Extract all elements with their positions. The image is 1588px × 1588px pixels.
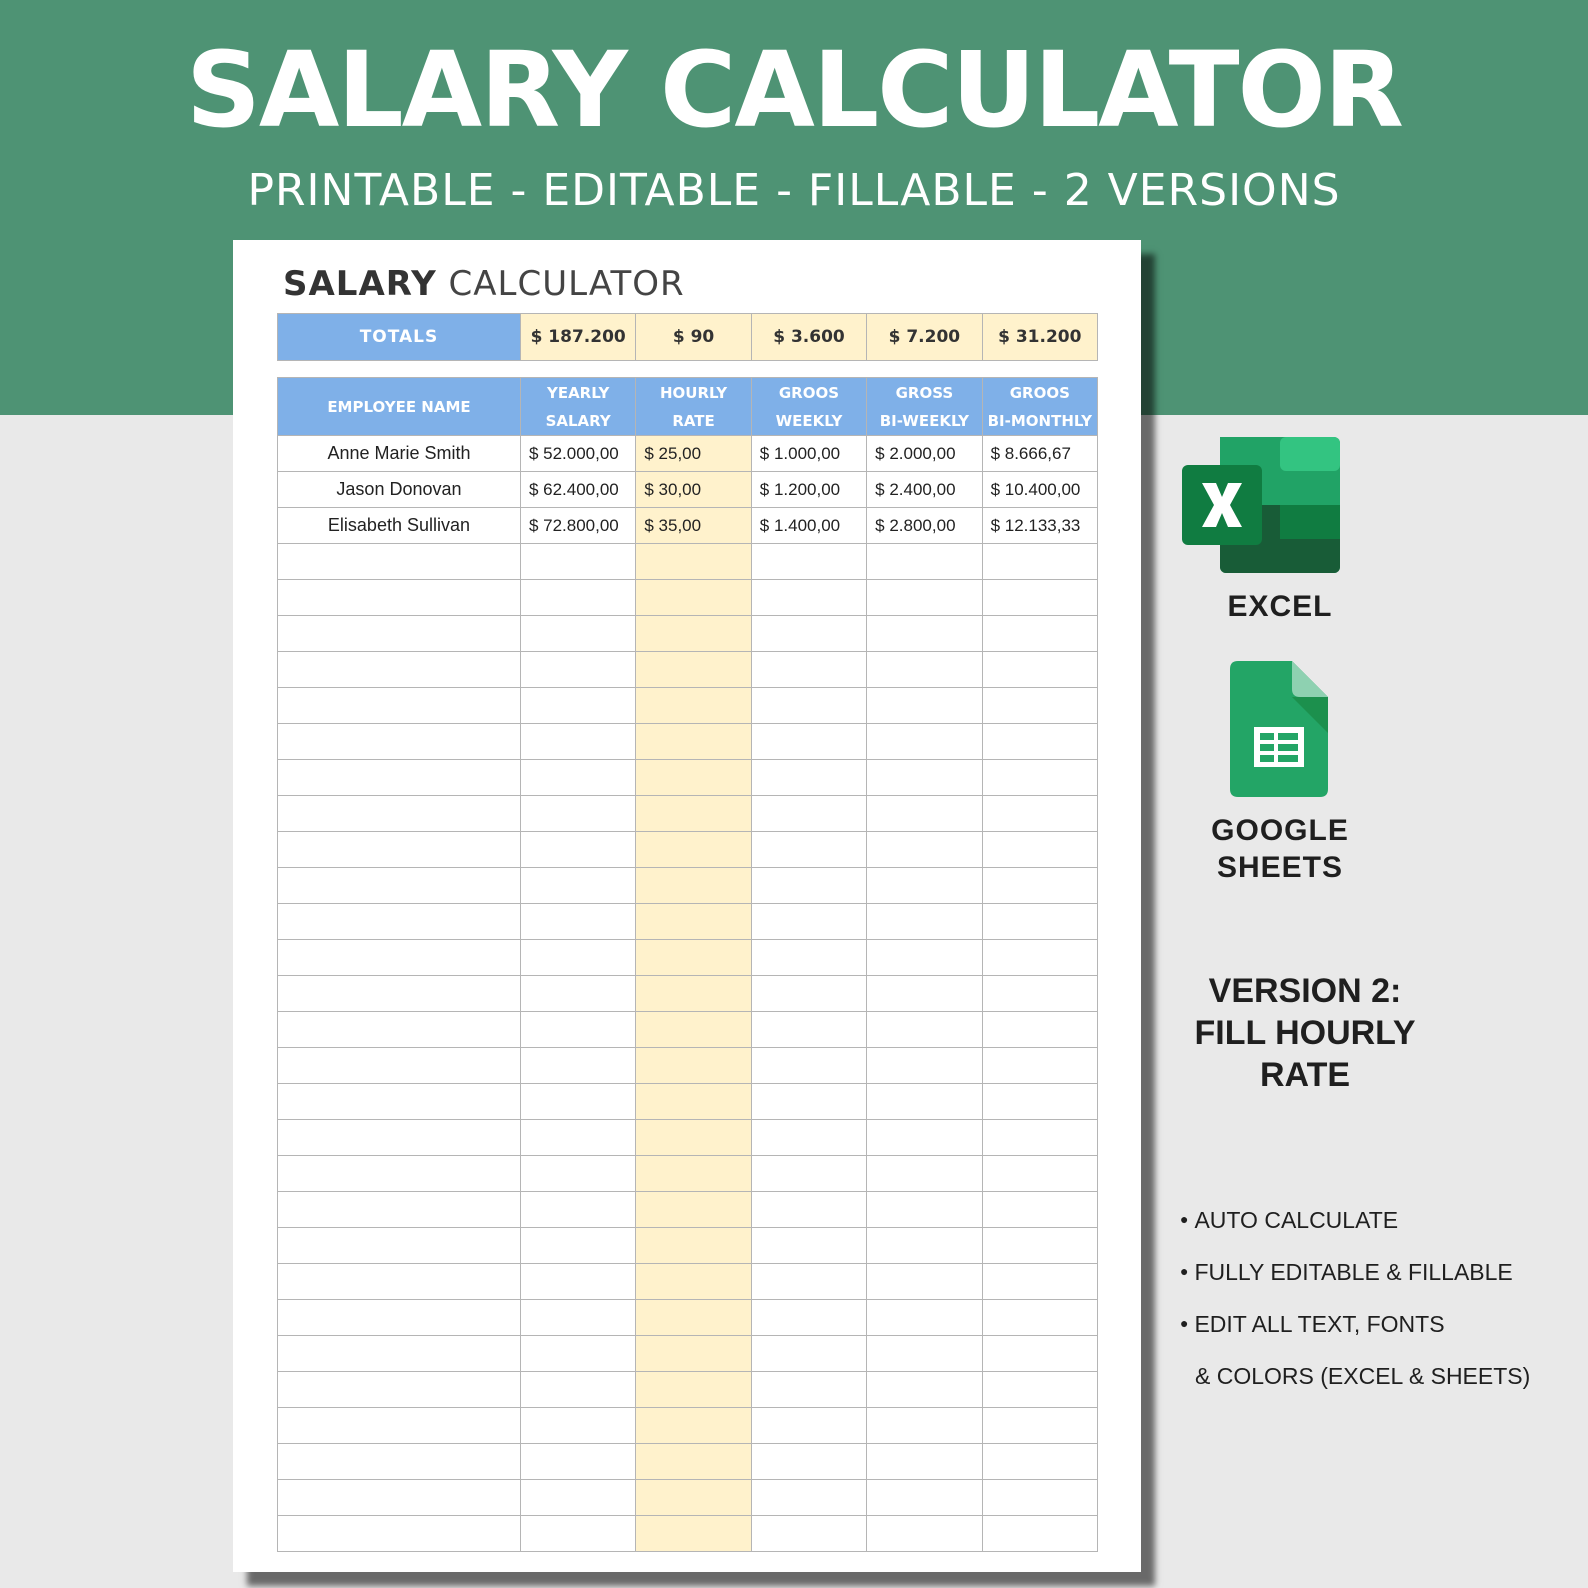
totals-label: TOTALS xyxy=(278,314,521,361)
gross-bimonthly-cell[interactable] xyxy=(982,976,1097,1012)
gross-biweekly-cell[interactable] xyxy=(867,1336,982,1372)
yearly-salary-cell[interactable] xyxy=(520,1192,635,1228)
yearly-salary-cell[interactable]: $ 52.000,00 xyxy=(520,436,635,472)
gross-biweekly-cell[interactable] xyxy=(867,1192,982,1228)
gross-weekly-cell[interactable] xyxy=(751,1444,866,1480)
employee-name-cell[interactable] xyxy=(278,1336,521,1372)
gross-biweekly-cell[interactable] xyxy=(867,1048,982,1084)
bullet-icon: ● xyxy=(1180,1211,1189,1227)
employee-name-cell[interactable] xyxy=(278,1048,521,1084)
yearly-salary-cell[interactable] xyxy=(520,796,635,832)
gross-weekly-cell[interactable] xyxy=(751,1264,866,1300)
table-row-empty xyxy=(278,1228,1098,1264)
gross-weekly-cell[interactable] xyxy=(751,796,866,832)
header-gross-biweekly: GROSS BI-WEEKLY xyxy=(867,378,982,436)
gross-biweekly-cell[interactable] xyxy=(867,940,982,976)
gross-bimonthly-cell[interactable] xyxy=(982,940,1097,976)
employee-name-cell[interactable] xyxy=(278,832,521,868)
gross-weekly-cell[interactable] xyxy=(751,1012,866,1048)
yearly-salary-cell[interactable] xyxy=(520,1408,635,1444)
hourly-rate-cell[interactable] xyxy=(636,1264,751,1300)
gross-biweekly-cell[interactable] xyxy=(867,832,982,868)
table-row-empty xyxy=(278,616,1098,652)
spreadsheet-page xyxy=(233,240,1141,1572)
yearly-salary-cell[interactable] xyxy=(520,1480,635,1516)
gross-weekly-cell[interactable] xyxy=(751,724,866,760)
version-line-2: FILL HOURLY xyxy=(1194,1014,1416,1052)
feature-item: ● EDIT ALL TEXT, FONTS xyxy=(1180,1311,1445,1337)
hourly-rate-cell[interactable] xyxy=(636,1192,751,1228)
yearly-salary-cell[interactable] xyxy=(520,904,635,940)
hourly-rate-cell[interactable] xyxy=(636,976,751,1012)
hourly-rate-cell[interactable] xyxy=(636,616,751,652)
table-row-empty xyxy=(278,688,1098,724)
employee-name-cell[interactable] xyxy=(278,724,521,760)
yearly-salary-cell[interactable] xyxy=(520,868,635,904)
header-gross-weekly: GROOS WEEKLY xyxy=(751,378,866,436)
table-row-empty xyxy=(278,1264,1098,1300)
gross-bimonthly-cell[interactable] xyxy=(982,1408,1097,1444)
table-row-empty xyxy=(278,868,1098,904)
gross-biweekly-cell[interactable] xyxy=(867,1408,982,1444)
gross-weekly-cell[interactable] xyxy=(751,1192,866,1228)
gross-biweekly-cell[interactable] xyxy=(867,1084,982,1120)
total-hourly-rate[interactable]: $ 90 xyxy=(636,314,751,361)
excel-label: EXCEL xyxy=(1227,590,1333,623)
gross-bimonthly-cell[interactable] xyxy=(982,904,1097,940)
gross-biweekly-cell[interactable] xyxy=(867,1012,982,1048)
employee-name-cell[interactable] xyxy=(278,580,521,616)
hourly-rate-cell[interactable] xyxy=(636,940,751,976)
gross-bimonthly-cell[interactable] xyxy=(982,724,1097,760)
feature-item: ● FULLY EDITABLE & FILLABLE xyxy=(1180,1259,1513,1285)
version-line-1: VERSION 2: xyxy=(1208,972,1402,1010)
feature-list xyxy=(1180,1205,1580,1413)
table-row-empty xyxy=(278,1084,1098,1120)
table-row-empty xyxy=(278,1336,1098,1372)
gross-bimonthly-cell[interactable] xyxy=(982,580,1097,616)
google-sheets-label-line1: GOOGLE xyxy=(1211,814,1349,847)
hourly-rate-cell[interactable] xyxy=(636,796,751,832)
table-row-empty xyxy=(278,1444,1098,1480)
table-row-empty xyxy=(278,1012,1098,1048)
hourly-rate-cell[interactable] xyxy=(636,1516,751,1552)
gross-weekly-cell[interactable] xyxy=(751,652,866,688)
bullet-icon: ● xyxy=(1180,1263,1189,1279)
employee-name-cell[interactable] xyxy=(278,1264,521,1300)
gross-biweekly-cell[interactable] xyxy=(867,1372,982,1408)
table-row-empty xyxy=(278,796,1098,832)
total-yearly-salary[interactable]: $ 187.200 xyxy=(520,314,635,361)
employee-name-cell[interactable] xyxy=(278,868,521,904)
table-row-empty xyxy=(278,1156,1098,1192)
employee-name-cell[interactable] xyxy=(278,904,521,940)
hourly-rate-cell[interactable] xyxy=(636,1336,751,1372)
employee-name-cell[interactable] xyxy=(278,976,521,1012)
header-gross-bimonthly: GROOS BI-MONTHLY xyxy=(982,378,1097,436)
yearly-salary-cell[interactable] xyxy=(520,652,635,688)
table-row-empty xyxy=(278,1120,1098,1156)
gross-weekly-cell[interactable]: $ 1.000,00 xyxy=(751,436,866,472)
total-gross-weekly[interactable]: $ 3.600 xyxy=(751,314,866,361)
gross-weekly-cell[interactable] xyxy=(751,580,866,616)
table-row-empty xyxy=(278,1408,1098,1444)
gross-biweekly-cell[interactable] xyxy=(867,868,982,904)
gross-bimonthly-cell[interactable] xyxy=(982,1048,1097,1084)
gross-bimonthly-cell[interactable] xyxy=(982,796,1097,832)
hourly-rate-cell[interactable] xyxy=(636,760,751,796)
employee-name-cell[interactable] xyxy=(278,652,521,688)
table-row-empty xyxy=(278,1048,1098,1084)
table-row-empty xyxy=(278,580,1098,616)
gross-weekly-cell[interactable] xyxy=(751,616,866,652)
yearly-salary-cell[interactable] xyxy=(520,1228,635,1264)
gross-biweekly-cell[interactable] xyxy=(867,1300,982,1336)
gross-biweekly-cell[interactable] xyxy=(867,688,982,724)
gross-bimonthly-cell[interactable] xyxy=(982,1516,1097,1552)
gross-bimonthly-cell[interactable] xyxy=(982,688,1097,724)
header-yearly-salary: YEARLY SALARY xyxy=(520,378,635,436)
employee-name-cell[interactable] xyxy=(278,688,521,724)
hourly-rate-cell[interactable] xyxy=(636,1372,751,1408)
employee-name-cell[interactable]: Elisabeth Sullivan xyxy=(278,508,521,544)
yearly-salary-cell[interactable] xyxy=(520,1084,635,1120)
feature-item-continued: & COLORS (EXCEL & SHEETS) xyxy=(1195,1363,1531,1389)
google-sheets-icon xyxy=(1230,661,1328,797)
gross-weekly-cell[interactable] xyxy=(751,760,866,796)
sheet-title-bold: SALARY xyxy=(283,264,437,304)
yearly-salary-cell[interactable]: $ 72.800,00 xyxy=(520,508,635,544)
gross-weekly-cell[interactable] xyxy=(751,1048,866,1084)
table-row xyxy=(278,508,1098,544)
gross-bimonthly-cell[interactable] xyxy=(982,1372,1097,1408)
hourly-rate-cell[interactable] xyxy=(636,832,751,868)
gross-bimonthly-cell[interactable] xyxy=(982,1480,1097,1516)
gross-bimonthly-cell[interactable]: $ 8.666,67 xyxy=(982,436,1097,472)
hourly-rate-cell[interactable] xyxy=(636,688,751,724)
hourly-rate-cell[interactable] xyxy=(636,1228,751,1264)
subtitle: PRINTABLE - EDITABLE - FILLABLE - 2 VERSIONS xyxy=(247,165,1341,216)
gross-weekly-cell[interactable]: $ 1.200,00 xyxy=(751,472,866,508)
yearly-salary-cell[interactable] xyxy=(520,940,635,976)
yearly-salary-cell[interactable] xyxy=(520,760,635,796)
main-title: SALARY CALCULATOR xyxy=(185,29,1403,151)
employee-name-cell[interactable] xyxy=(278,1444,521,1480)
yearly-salary-cell[interactable] xyxy=(520,724,635,760)
yearly-salary-cell[interactable] xyxy=(520,1300,635,1336)
gross-weekly-cell[interactable] xyxy=(751,1084,866,1120)
totals-row xyxy=(278,314,1098,361)
table-row-empty xyxy=(278,904,1098,940)
gross-bimonthly-cell[interactable] xyxy=(982,832,1097,868)
employee-name-cell[interactable] xyxy=(278,1228,521,1264)
sheet-title-light: CALCULATOR xyxy=(448,264,685,304)
yearly-salary-cell[interactable] xyxy=(520,1156,635,1192)
gross-biweekly-cell[interactable] xyxy=(867,724,982,760)
table-row-empty xyxy=(278,1372,1098,1408)
table-row-empty xyxy=(278,1300,1098,1336)
employee-name-cell[interactable] xyxy=(278,1120,521,1156)
totals-table xyxy=(277,313,1098,361)
hourly-rate-cell[interactable] xyxy=(636,1300,751,1336)
yearly-salary-cell[interactable] xyxy=(520,1336,635,1372)
employee-name-cell[interactable] xyxy=(278,1084,521,1120)
header-employee-name: EMPLOYEE NAME xyxy=(278,378,521,436)
gross-bimonthly-cell[interactable] xyxy=(982,1192,1097,1228)
hourly-rate-cell[interactable] xyxy=(636,1012,751,1048)
yearly-salary-cell[interactable] xyxy=(520,1444,635,1480)
gross-bimonthly-cell[interactable] xyxy=(982,544,1097,580)
google-sheets-label-line2: SHEETS xyxy=(1216,851,1344,884)
employee-name-cell[interactable] xyxy=(278,796,521,832)
table-row-empty xyxy=(278,544,1098,580)
gross-bimonthly-cell[interactable] xyxy=(982,1444,1097,1480)
gross-biweekly-cell[interactable]: $ 2.400,00 xyxy=(867,472,982,508)
yearly-salary-cell[interactable]: $ 62.400,00 xyxy=(520,472,635,508)
gross-bimonthly-cell[interactable] xyxy=(982,1012,1097,1048)
gross-biweekly-cell[interactable] xyxy=(867,1156,982,1192)
gross-weekly-cell[interactable] xyxy=(751,544,866,580)
yearly-salary-cell[interactable] xyxy=(520,616,635,652)
table-row-empty xyxy=(278,724,1098,760)
gross-weekly-cell[interactable] xyxy=(751,1156,866,1192)
employee-name-cell[interactable] xyxy=(278,1516,521,1552)
gross-weekly-cell[interactable] xyxy=(751,1408,866,1444)
yearly-salary-cell[interactable] xyxy=(520,1372,635,1408)
hourly-rate-cell[interactable] xyxy=(636,1084,751,1120)
bullet-icon: ● xyxy=(1180,1315,1189,1331)
gross-biweekly-cell[interactable] xyxy=(867,1444,982,1480)
employee-name-cell[interactable] xyxy=(278,1192,521,1228)
header-hourly-rate: HOURLY RATE xyxy=(636,378,751,436)
gross-bimonthly-cell[interactable]: $ 12.133,33 xyxy=(982,508,1097,544)
employee-name-cell[interactable] xyxy=(278,1156,521,1192)
gross-weekly-cell[interactable] xyxy=(751,1336,866,1372)
table-row xyxy=(278,436,1098,472)
employee-name-cell[interactable] xyxy=(278,1012,521,1048)
hourly-rate-cell[interactable] xyxy=(636,580,751,616)
gross-biweekly-cell[interactable] xyxy=(867,1120,982,1156)
gross-biweekly-cell[interactable]: $ 2.800,00 xyxy=(867,508,982,544)
hourly-rate-cell[interactable] xyxy=(636,724,751,760)
gross-weekly-cell[interactable] xyxy=(751,1300,866,1336)
employee-name-cell[interactable] xyxy=(278,1300,521,1336)
gross-biweekly-cell[interactable] xyxy=(867,652,982,688)
gross-weekly-cell[interactable] xyxy=(751,976,866,1012)
table-row-empty xyxy=(278,940,1098,976)
gross-bimonthly-cell[interactable] xyxy=(982,1084,1097,1120)
gross-weekly-cell[interactable] xyxy=(751,688,866,724)
hourly-rate-cell[interactable] xyxy=(636,1444,751,1480)
hourly-rate-cell[interactable] xyxy=(636,868,751,904)
hourly-rate-cell[interactable]: $ 25,00 xyxy=(636,436,751,472)
yearly-salary-cell[interactable] xyxy=(520,544,635,580)
employee-name-cell[interactable] xyxy=(278,1408,521,1444)
hourly-rate-cell[interactable]: $ 35,00 xyxy=(636,508,751,544)
version-line-3: RATE xyxy=(1259,1056,1351,1094)
hourly-rate-cell[interactable] xyxy=(636,544,751,580)
yearly-salary-cell[interactable] xyxy=(520,1264,635,1300)
hourly-rate-cell[interactable] xyxy=(636,1120,751,1156)
gross-weekly-cell[interactable] xyxy=(751,904,866,940)
table-row-empty xyxy=(278,760,1098,796)
gross-weekly-cell[interactable] xyxy=(751,1120,866,1156)
gross-bimonthly-cell[interactable] xyxy=(982,1120,1097,1156)
gross-biweekly-cell[interactable] xyxy=(867,904,982,940)
gross-bimonthly-cell[interactable] xyxy=(982,1336,1097,1372)
total-gross-biweekly[interactable]: $ 7.200 xyxy=(867,314,982,361)
gross-weekly-cell[interactable] xyxy=(751,1228,866,1264)
hourly-rate-cell[interactable] xyxy=(636,1480,751,1516)
table-row-empty xyxy=(278,1516,1098,1552)
table-row-empty xyxy=(278,1480,1098,1516)
gross-weekly-cell[interactable] xyxy=(751,832,866,868)
gross-bimonthly-cell[interactable]: $ 10.400,00 xyxy=(982,472,1097,508)
hourly-rate-cell[interactable] xyxy=(636,1156,751,1192)
gross-bimonthly-cell[interactable] xyxy=(982,1156,1097,1192)
employee-name-cell[interactable] xyxy=(278,544,521,580)
table-row-empty xyxy=(278,976,1098,1012)
employee-name-cell[interactable] xyxy=(278,940,521,976)
employee-name-cell[interactable] xyxy=(278,616,521,652)
yearly-salary-cell[interactable] xyxy=(520,688,635,724)
gross-bimonthly-cell[interactable] xyxy=(982,652,1097,688)
table-row-empty xyxy=(278,1192,1098,1228)
yearly-salary-cell[interactable] xyxy=(520,832,635,868)
gross-bimonthly-cell[interactable] xyxy=(982,1300,1097,1336)
employee-name-cell[interactable] xyxy=(278,1480,521,1516)
feature-item: ● AUTO CALCULATE xyxy=(1180,1207,1399,1233)
gross-biweekly-cell[interactable] xyxy=(867,1480,982,1516)
gross-biweekly-cell[interactable] xyxy=(867,760,982,796)
gross-weekly-cell[interactable] xyxy=(751,868,866,904)
gross-biweekly-cell[interactable] xyxy=(867,1228,982,1264)
gross-weekly-cell[interactable] xyxy=(751,1480,866,1516)
gross-bimonthly-cell[interactable] xyxy=(982,616,1097,652)
gross-biweekly-cell[interactable] xyxy=(867,976,982,1012)
yearly-salary-cell[interactable] xyxy=(520,1516,635,1552)
yearly-salary-cell[interactable] xyxy=(520,1048,635,1084)
gross-biweekly-cell[interactable] xyxy=(867,580,982,616)
gross-weekly-cell[interactable]: $ 1.400,00 xyxy=(751,508,866,544)
yearly-salary-cell[interactable] xyxy=(520,1012,635,1048)
employee-name-cell[interactable]: Jason Donovan xyxy=(278,472,521,508)
google-sheets-label xyxy=(1180,812,1380,886)
table-row-empty xyxy=(278,832,1098,868)
gross-biweekly-cell[interactable] xyxy=(867,796,982,832)
employee-name-cell[interactable] xyxy=(278,1372,521,1408)
employee-name-cell[interactable]: Anne Marie Smith xyxy=(278,436,521,472)
gross-biweekly-cell[interactable]: $ 2.000,00 xyxy=(867,436,982,472)
version-note xyxy=(1160,970,1450,1096)
yearly-salary-cell[interactable] xyxy=(520,976,635,1012)
hourly-rate-cell[interactable] xyxy=(636,1048,751,1084)
header-row xyxy=(278,378,1098,436)
table-row-empty xyxy=(278,652,1098,688)
gross-weekly-cell[interactable] xyxy=(751,940,866,976)
gross-biweekly-cell[interactable] xyxy=(867,616,982,652)
hourly-rate-cell[interactable] xyxy=(636,1408,751,1444)
gross-bimonthly-cell[interactable] xyxy=(982,1264,1097,1300)
hourly-rate-cell[interactable] xyxy=(636,904,751,940)
gross-bimonthly-cell[interactable] xyxy=(982,1228,1097,1264)
gross-biweekly-cell[interactable] xyxy=(867,1516,982,1552)
gross-weekly-cell[interactable] xyxy=(751,1516,866,1552)
hourly-rate-cell[interactable]: $ 30,00 xyxy=(636,472,751,508)
yearly-salary-cell[interactable] xyxy=(520,1120,635,1156)
sheet-title xyxy=(283,262,685,306)
total-gross-bimonthly[interactable]: $ 31.200 xyxy=(982,314,1097,361)
gross-bimonthly-cell[interactable] xyxy=(982,868,1097,904)
gross-bimonthly-cell[interactable] xyxy=(982,760,1097,796)
employee-name-cell[interactable] xyxy=(278,760,521,796)
gross-weekly-cell[interactable] xyxy=(751,1372,866,1408)
gross-biweekly-cell[interactable] xyxy=(867,544,982,580)
yearly-salary-cell[interactable] xyxy=(520,580,635,616)
salary-table xyxy=(277,377,1098,1552)
hourly-rate-cell[interactable] xyxy=(636,652,751,688)
excel-icon xyxy=(1182,437,1340,573)
table-row xyxy=(278,472,1098,508)
gross-biweekly-cell[interactable] xyxy=(867,1264,982,1300)
